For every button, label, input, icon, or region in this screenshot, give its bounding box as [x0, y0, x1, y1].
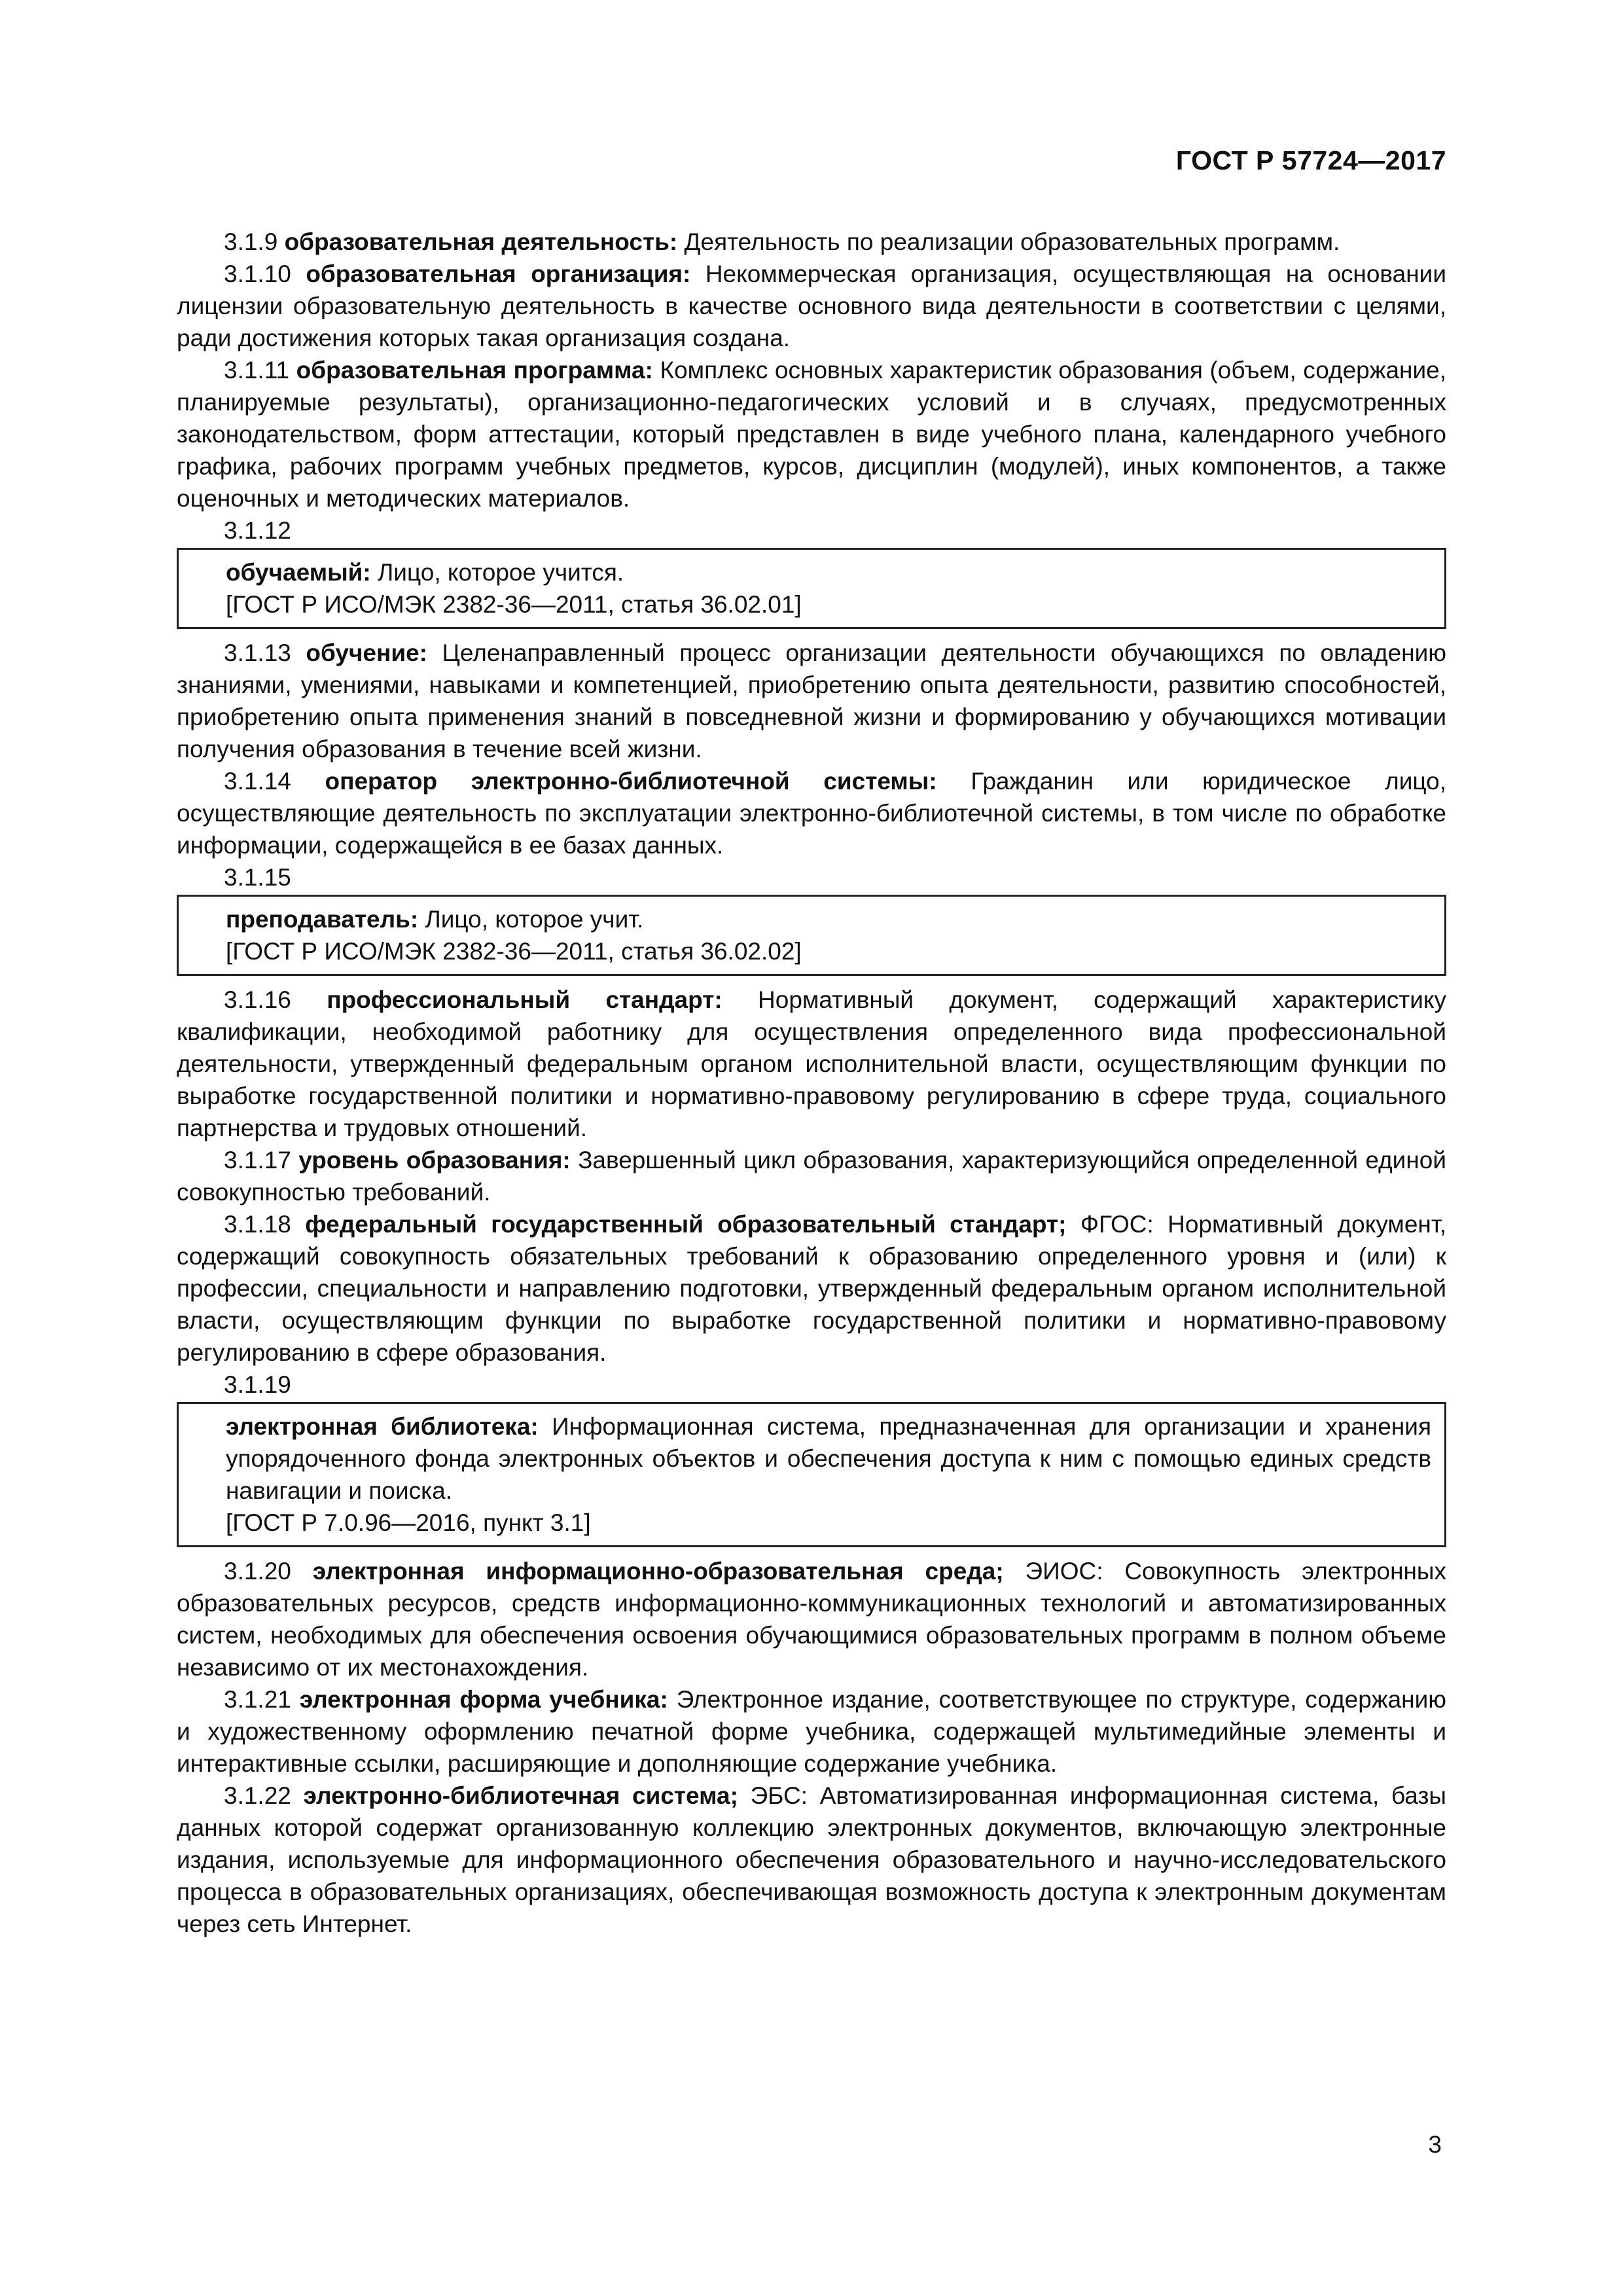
term-definition: Лицо, которое учится.	[378, 559, 624, 586]
term-definition: Совокупность электронных образовательных ресурсов, средств информационно-коммуникационных технологий и автоматизированных систем, необходимых для обеспечения освоения обучающимися образовательных программ в полном объеме независимо от их местонахождения.	[177, 1558, 1447, 1681]
term-entry	[177, 1555, 1446, 1683]
term-source: [ГОСТ Р ИСО/МЭК 2382-36—2011, статья 36.02.02]	[226, 938, 802, 965]
page-number: 3	[1428, 2131, 1442, 2158]
term-name: обучаемый:	[226, 559, 371, 586]
term-name: электронная форма учебника:	[299, 1686, 668, 1713]
term-name: профессиональный стандарт:	[327, 986, 722, 1013]
term-number: 3.1.22	[224, 1782, 291, 1809]
term-number: 3.1.15	[224, 864, 291, 891]
term-entry	[177, 765, 1446, 861]
term-name: уровень образования:	[298, 1147, 571, 1174]
term-definition: Целенаправленный процесс организации деятельности обучающихся по овладению знаниями, умениями, навыками и компетенцией, приобретению опыта деятельности, развитию способностей, приобретению опыта применения знаний в повседневной жизни и формированию у обучающихся мотивации получения образования в течение всей жизни.	[177, 639, 1447, 762]
term-abbreviation: ЭИОС:	[1025, 1558, 1103, 1585]
term-name: федеральный государственный образовательный стандарт;	[305, 1211, 1067, 1238]
term-entry	[179, 556, 1431, 588]
term-number: 3.1.20	[224, 1558, 291, 1585]
term-entry	[177, 1683, 1446, 1780]
term-number: 3.1.12	[224, 517, 291, 544]
term-entry	[177, 258, 1446, 354]
term-number: 3.1.10	[224, 260, 291, 287]
term-number: 3.1.14	[224, 768, 291, 795]
term-definition: Лицо, которое учит.	[425, 906, 644, 933]
term-name: обучение:	[306, 639, 428, 666]
term-entry	[177, 1208, 1446, 1369]
term-definition: Информационная система, предназначенная для организации и хранения упорядоченного фонда электронных объектов и обеспечения доступа к ним с помощью единых средств навигации и поиска.	[226, 1413, 1432, 1504]
term-abbreviation: ФГОС:	[1080, 1211, 1154, 1238]
term-definition: Электронное издание, соответствующее по структуре, содержанию и художественному оформлению печатной форме учебника, содержащей мультимедийные элементы и интерактивные ссылки, расширяющие и дополняющие содержание учебника.	[177, 1686, 1447, 1777]
term-definition: Комплекс основных характеристик образования (объем, содержание, планируемые результаты), организационно-педагогических условий и в случаях, предусмотренных законодательством, форм аттестации, который представлен в виде учебного плана, календарного учебного графика, рабочих программ учебных предметов, курсов, дисциплин (модулей), иных компонентов, а также оценочных и методических материалов.	[177, 357, 1447, 512]
term-name: оператор электронно-библиотечной системы:	[325, 768, 937, 795]
term-name: образовательная организация:	[306, 260, 691, 287]
term-name: электронная информационно-образовательная среда;	[312, 1558, 1004, 1585]
term-name: электронная библиотека:	[226, 1413, 539, 1440]
term-name: электронно-библиотечная система;	[303, 1782, 738, 1809]
term-definition: Нормативный документ, содержащий характеристику квалификации, необходимой работнику для осуществления определенного вида профессиональной деятельности, утвержденный федеральным органом исполнительной власти, осуществляющим функции по выработке государственной политики и нормативно-правовому регулированию в сфере труда, социального партнерства и трудовых отношений.	[177, 986, 1447, 1141]
term-number: 3.1.17	[224, 1147, 291, 1174]
term-definition: Гражданин или юридическое лицо, осуществляющие деятельность по эксплуатации электронно-библиотечной системы, в том числе по обработке информации, содержащейся в ее базах данных.	[177, 768, 1447, 859]
term-definition: Завершенный цикл образования, характеризующийся определенной единой совокупностью требований.	[177, 1147, 1447, 1206]
term-number: 3.1.18	[224, 1211, 291, 1238]
term-number: 3.1.11	[224, 357, 290, 384]
term-number: 3.1.16	[224, 986, 291, 1013]
term-definition: Автоматизированная информационная система, базы данных которой содержат организованную коллекцию электронных документов, включающую электронные издания, используемые для информационного обеспечения образовательного и научно-исследовательского процесса в образовательных организациях, обеспечивающая возможность доступа к электронным документам через сеть Интернет.	[177, 1782, 1447, 1937]
term-entry	[177, 1144, 1446, 1208]
term-entry	[177, 984, 1446, 1144]
term-source: [ГОСТ Р ИСО/МЭК 2382-36—2011, статья 36.02.01]	[226, 591, 802, 618]
terms-list	[177, 226, 1446, 1940]
term-entry	[177, 637, 1446, 765]
term-name: образовательная программа:	[296, 357, 653, 384]
term-source: [ГОСТ Р 7.0.96—2016, пункт 3.1]	[226, 1509, 591, 1536]
term-number: 3.1.13	[224, 639, 291, 666]
term-definition: Деятельность по реализации образовательных программ.	[684, 228, 1340, 255]
term-number: 3.1.19	[224, 1371, 291, 1398]
term-number: 3.1.21	[224, 1686, 291, 1713]
term-entry	[177, 226, 1446, 258]
term-name: образовательная деятельность:	[284, 228, 678, 255]
document-code: ГОСТ Р 57724—2017	[1175, 145, 1446, 175]
term-entry	[179, 903, 1431, 935]
term-entry	[179, 1410, 1431, 1507]
term-definition: Некоммерческая организация, осуществляющая на основании лицензии образовательную деятельность в качестве основного вида деятельности в соответствии с целями, ради достижения которых такая организация создана.	[177, 260, 1446, 351]
term-number: 3.1.9	[224, 228, 278, 255]
boxed-definition	[177, 1402, 1446, 1547]
boxed-definition	[177, 895, 1446, 976]
boxed-definition	[177, 548, 1446, 629]
term-entry	[177, 354, 1446, 514]
term-abbreviation: ЭБС:	[750, 1782, 808, 1809]
term-definition: Нормативный документ, содержащий совокупность обязательных требований к образованию определенного уровня и (или) к профессии, специальности и направлению подготовки, утвержденный федеральным органом исполнительной власти, осуществляющим функции по выработке государственной политики и нормативно-правовому регулированию в сфере образования.	[177, 1211, 1446, 1366]
term-name: преподаватель:	[226, 906, 419, 933]
term-entry	[177, 1780, 1446, 1940]
